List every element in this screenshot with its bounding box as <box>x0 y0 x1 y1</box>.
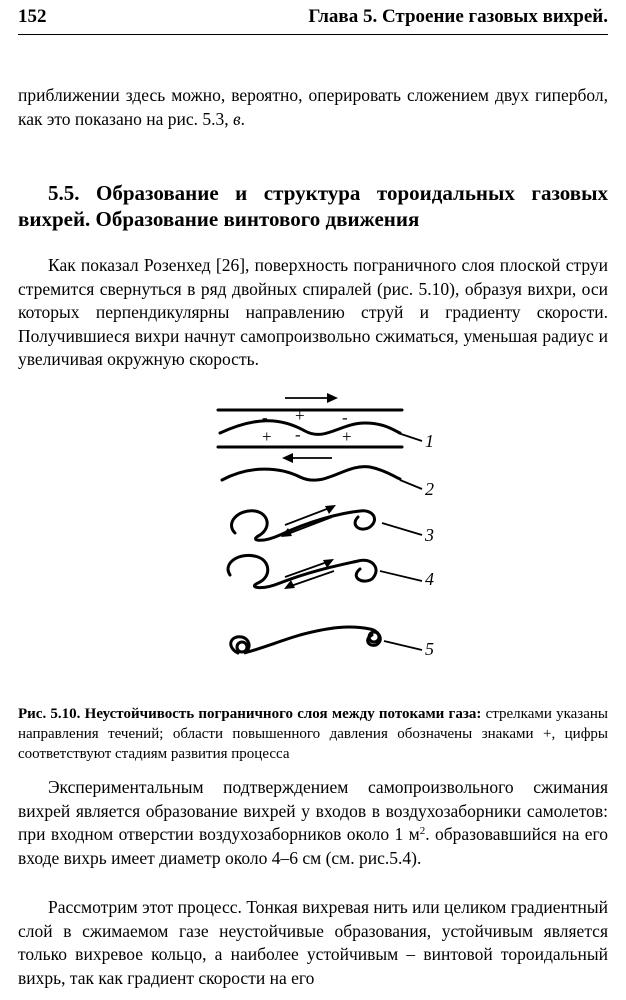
stage-2-wave <box>222 467 400 481</box>
chapter-title: Глава 5. Строение газовых вихрей. <box>308 6 608 27</box>
stage-5-coil-right <box>369 632 379 642</box>
sign-top-2: + <box>295 406 305 425</box>
intro-figure-ref: в <box>233 108 241 129</box>
paragraph-2 <box>18 776 608 870</box>
paragraph-2-superscript: 2 <box>419 825 426 837</box>
figure-caption <box>18 704 608 764</box>
stage-3-spiral <box>232 511 375 541</box>
paragraph-2-tail: . образовавшийся на его входе вихрь имеет диаметр около 4–6 см (см. рис.5.4). <box>18 824 608 868</box>
sign-bottom-1: + <box>262 427 272 446</box>
sign-top-3: - <box>342 408 348 427</box>
intro-paragraph <box>18 84 608 131</box>
leader-5 <box>384 641 422 650</box>
sign-bottom-2: - <box>295 425 301 444</box>
stage-label-3: 3 <box>425 525 434 545</box>
paragraph-2-text: Экспериментальным подтверждением самопроизвольного сжимания вихрей является образование вихрей у входов в воздухозаборники самолетов: при входном отверстии воздухозаборников около 1 м <box>18 777 608 844</box>
leader-4 <box>380 571 422 581</box>
stage-3-arrow-down <box>285 517 332 535</box>
leader-2 <box>400 480 422 489</box>
intro-text: приближении здесь можно, вероятно, оперировать сложением двух гипербол, как это показано на рис. 5.3, <box>18 85 608 129</box>
intro-end: . <box>240 108 245 129</box>
stage-1-wave <box>220 421 400 435</box>
stage-5-spiral <box>231 627 381 653</box>
page-number: 152 <box>18 6 47 27</box>
leader-1 <box>398 433 422 441</box>
stage-label-4: 4 <box>425 569 434 589</box>
arrowhead-top-right <box>327 393 338 403</box>
stage-5-coil-left <box>237 642 247 652</box>
stage-label-1: 1 <box>425 431 434 451</box>
paragraph-3: Рассмотрим этот процесс. Тонкая вихревая нить или целиком градиентный слой в сжимаемом газе неустойчивые образования, устойчивым является только вихревое кольцо, а наиболее устойчивым – винтовой тороидальный вихрь, так как градиент скорости на его <box>18 897 608 988</box>
section-heading: 5.5. Образование и структура тороидальных газовых вихрей. Образование винтового движения <box>18 181 608 231</box>
stage-label-2: 2 <box>425 479 434 499</box>
stage-label-5: 5 <box>425 639 434 659</box>
page-header <box>18 4 608 35</box>
caption-text: стрелками указаны направления течений; области повышенного давления обозначены знаками +, цифры соответствуют стадиям развития процесса <box>18 706 608 762</box>
caption-title: Рис. 5.10. Неустойчивость пограничного слоя между потоками газа: <box>18 706 482 722</box>
sign-top-1: - <box>262 408 268 427</box>
leader-3 <box>382 523 422 535</box>
paragraph-1: Как показал Розенхед [26], поверхность пограничного слоя плоской струи стремится свернуться в ряд двойных спиралей (рис. 5.10), образуя вихри, оси которых перпендикулярны направлению струй и градиенту скорости. Получившиеся вихри начнут самопроизвольно сжиматься, уменьшая радиус и увеличивая окружную скорость. <box>18 255 608 369</box>
boundary-layer-figure <box>200 385 460 675</box>
arrowhead-bottom-left <box>282 453 293 463</box>
sign-bottom-3: + <box>342 427 352 446</box>
